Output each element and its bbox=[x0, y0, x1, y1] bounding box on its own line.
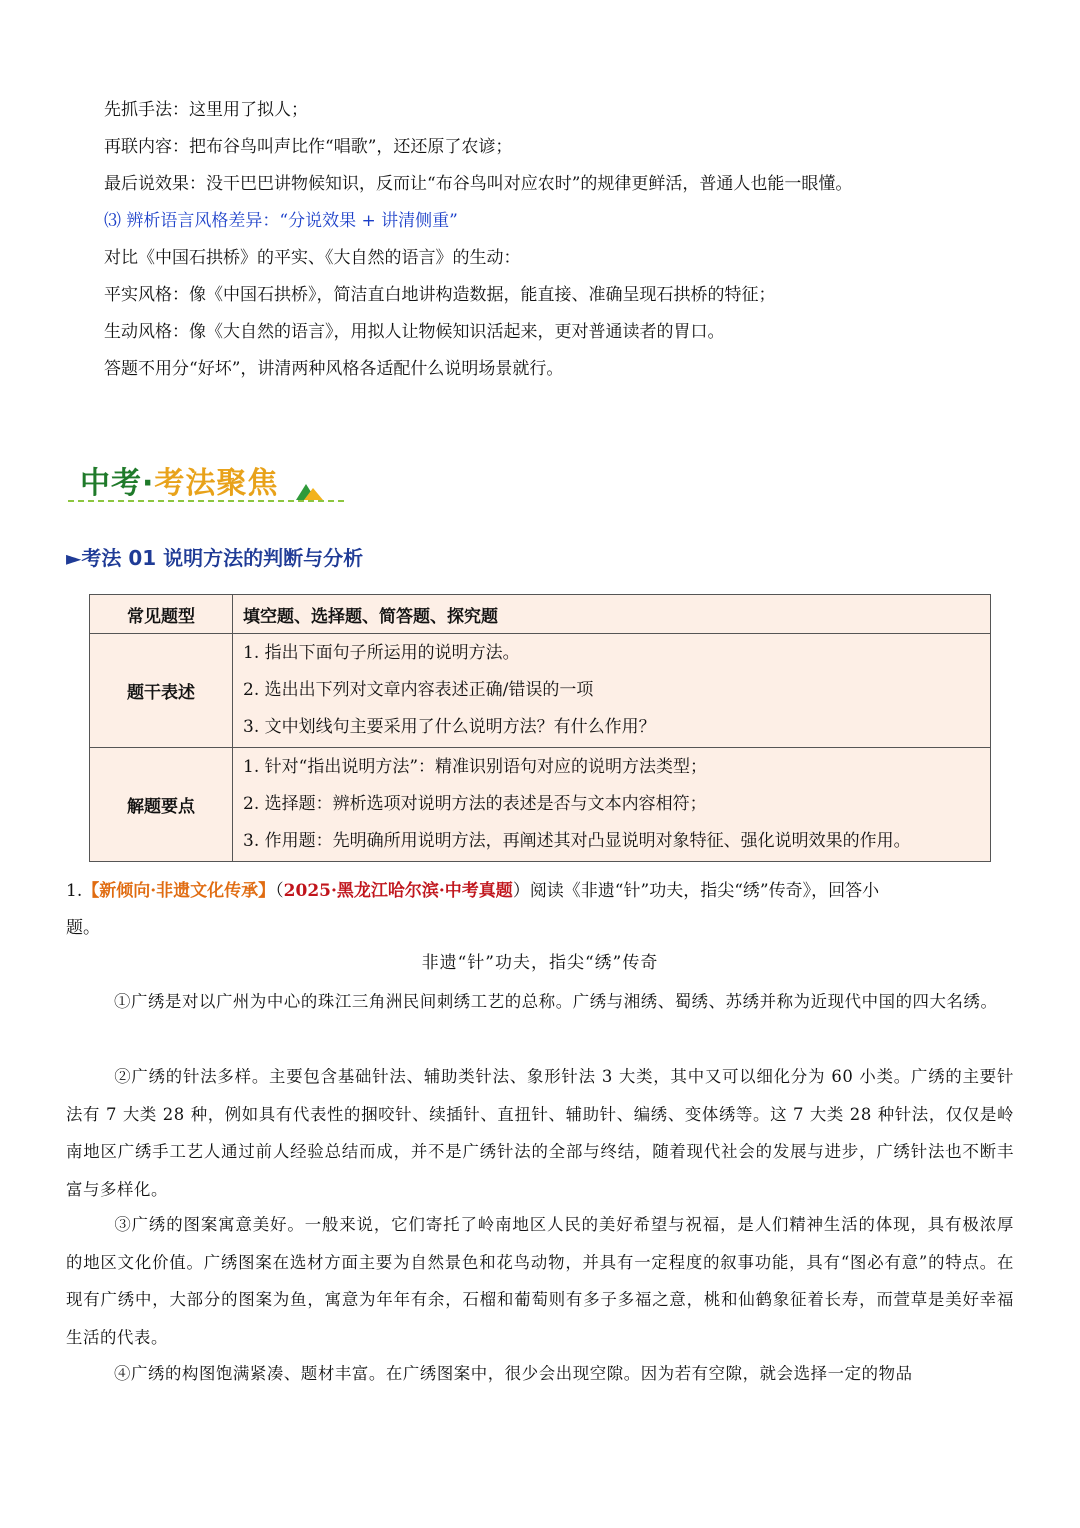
article-paragraph bbox=[66, 1058, 1014, 1208]
list-item: 3. 文中划线句主要采用了什么说明方法？有什么作用？ bbox=[243, 717, 656, 737]
table-label-cell: 解题要点 bbox=[90, 748, 233, 862]
text-line: 再联内容：把布谷鸟叫声比作“唱歌”，还还原了农谚； bbox=[104, 137, 513, 157]
paragraph-text: ④广绣的构图饱满紧凑、题材丰富。在广绣图案中，很少会出现空隙。因为若有空隙，就会选择一定的物品 bbox=[114, 1364, 913, 1383]
question-header bbox=[66, 873, 879, 910]
table-content-cell bbox=[233, 634, 991, 748]
question-source: 2025·黑龙江哈尔滨·中考真题 bbox=[283, 881, 513, 901]
text-line: 最后说效果：没干巴巴讲物候知识，反而让“布谷鸟叫对应农时”的规律更鲜活，普通人也能一眼懂。 bbox=[104, 174, 853, 194]
list-item: 1. 指出下面句子所运用的说明方法。 bbox=[243, 643, 520, 663]
section-heading bbox=[66, 542, 363, 571]
text-line: 对比《中国石拱桥》的平实、《大自然的语言》的生动： bbox=[104, 248, 521, 268]
table-row bbox=[90, 748, 991, 862]
triangle-bullet-icon: ► bbox=[66, 546, 82, 570]
paragraph-text: ②广绣的针法多样。主要包含基础针法、辅助类针法、象形针法 3 大类，其中又可以细化分为 60 小类。广绣的主要针法有 7 大类 28 种，例如具有代表性的捆咬针、续插针、直扭针、辅助针、编绣、变体绣等。这 7 大类 28 种针法，仅仅是岭南地区广绣手工艺人通过前人经验总结而成，并不是广绣针法的全部与终结，随着现代社会的发展与进步，广绣针法也不断丰富与多样化。 bbox=[66, 1067, 1014, 1199]
question-source-close: ） bbox=[512, 881, 530, 901]
table-row bbox=[90, 595, 991, 634]
question-type-table bbox=[89, 594, 991, 862]
question-header-cont: 题。 bbox=[66, 918, 100, 938]
section-banner bbox=[64, 452, 354, 508]
text-line: 平实风格：像《中国石拱桥》，简洁直白地讲构造数据，能直接、准确呈现石拱桥的特征； bbox=[104, 285, 776, 305]
list-item: 3. 作用题：先明确所用说明方法，再阐述其对凸显说明对象特征、强化说明效果的作用。 bbox=[243, 831, 911, 851]
table-label-cell: 常见题型 bbox=[90, 595, 233, 634]
heading-text: 考法 01 说明方法的判断与分析 bbox=[81, 546, 364, 570]
banner-separator: · bbox=[142, 466, 155, 501]
question-source-open: （ bbox=[275, 881, 284, 901]
list-item: 1. 针对“指出说明方法”：精准识别语句对应的说明方法类型； bbox=[243, 757, 708, 777]
text-line: 生动风格：像《大自然的语言》，用拟人让物候知识活起来，更对普通读者的胃口。 bbox=[104, 322, 725, 342]
list-item: 2. 选择题：辨析选项对说明方法的表述是否与文本内容相符； bbox=[243, 794, 707, 814]
article-paragraph bbox=[66, 1355, 1014, 1393]
paragraph-text: ③广绣的图案寓意美好。一般来说，它们寄托了岭南地区人民的美好希望与祝福，是人们精神生活的体现，具有极浓厚的地区文化价值。广绣图案在选材方面主要为自然景色和花鸟动物，并具有一定程度的叙事功能，具有“图必有意”的特点。在现有广绣中，大部分的图案为鱼，寓意为年年有余，石榴和葡萄则有多子多福之意，桃和仙鹤象征着长寿，而萱草是美好幸福生活的代表。 bbox=[66, 1215, 1014, 1347]
article-paragraph bbox=[66, 1206, 1014, 1356]
table-label-cell: 题干表述 bbox=[90, 634, 233, 748]
intro-lines bbox=[104, 92, 1004, 388]
text-line: 先抓手法：这里用了拟人； bbox=[104, 100, 308, 120]
article-paragraph bbox=[66, 983, 1014, 1021]
question-number: 1. bbox=[66, 881, 83, 901]
question-tag: 【新倾向·非遗文化传承】 bbox=[82, 881, 276, 901]
banner-title-part2: 考法聚焦 bbox=[154, 466, 279, 501]
section-subheading: ⑶ 辨析语言风格差异：“分说效果 + 讲清侧重” bbox=[104, 211, 458, 231]
mountain-icon bbox=[296, 480, 324, 502]
text-line: 答题不用分“好坏”，讲清两种风格各适配什么说明场景就行。 bbox=[104, 359, 564, 379]
banner-divider bbox=[68, 500, 344, 502]
table-row bbox=[90, 634, 991, 748]
article-title: 非遗“针”功夫，指尖“绣”传奇 bbox=[421, 953, 659, 973]
list-item: 2. 选出出下列对文章内容表述正确/错误的一项 bbox=[243, 680, 594, 700]
table-content-cell bbox=[233, 748, 991, 862]
paragraph-text: ①广绣是对以广州为中心的珠江三角洲民间刺绣工艺的总称。广绣与湘绣、蜀绣、苏绣并称为近现代中国的四大名绣。 bbox=[114, 992, 998, 1011]
banner-title-part1: 中考 bbox=[80, 466, 142, 501]
question-instruction: 阅读《非遗“针”功夫，指尖“绣”传奇》，回答小 bbox=[529, 881, 880, 901]
table-content-cell: 填空题、选择题、简答题、探究题 bbox=[233, 595, 991, 634]
